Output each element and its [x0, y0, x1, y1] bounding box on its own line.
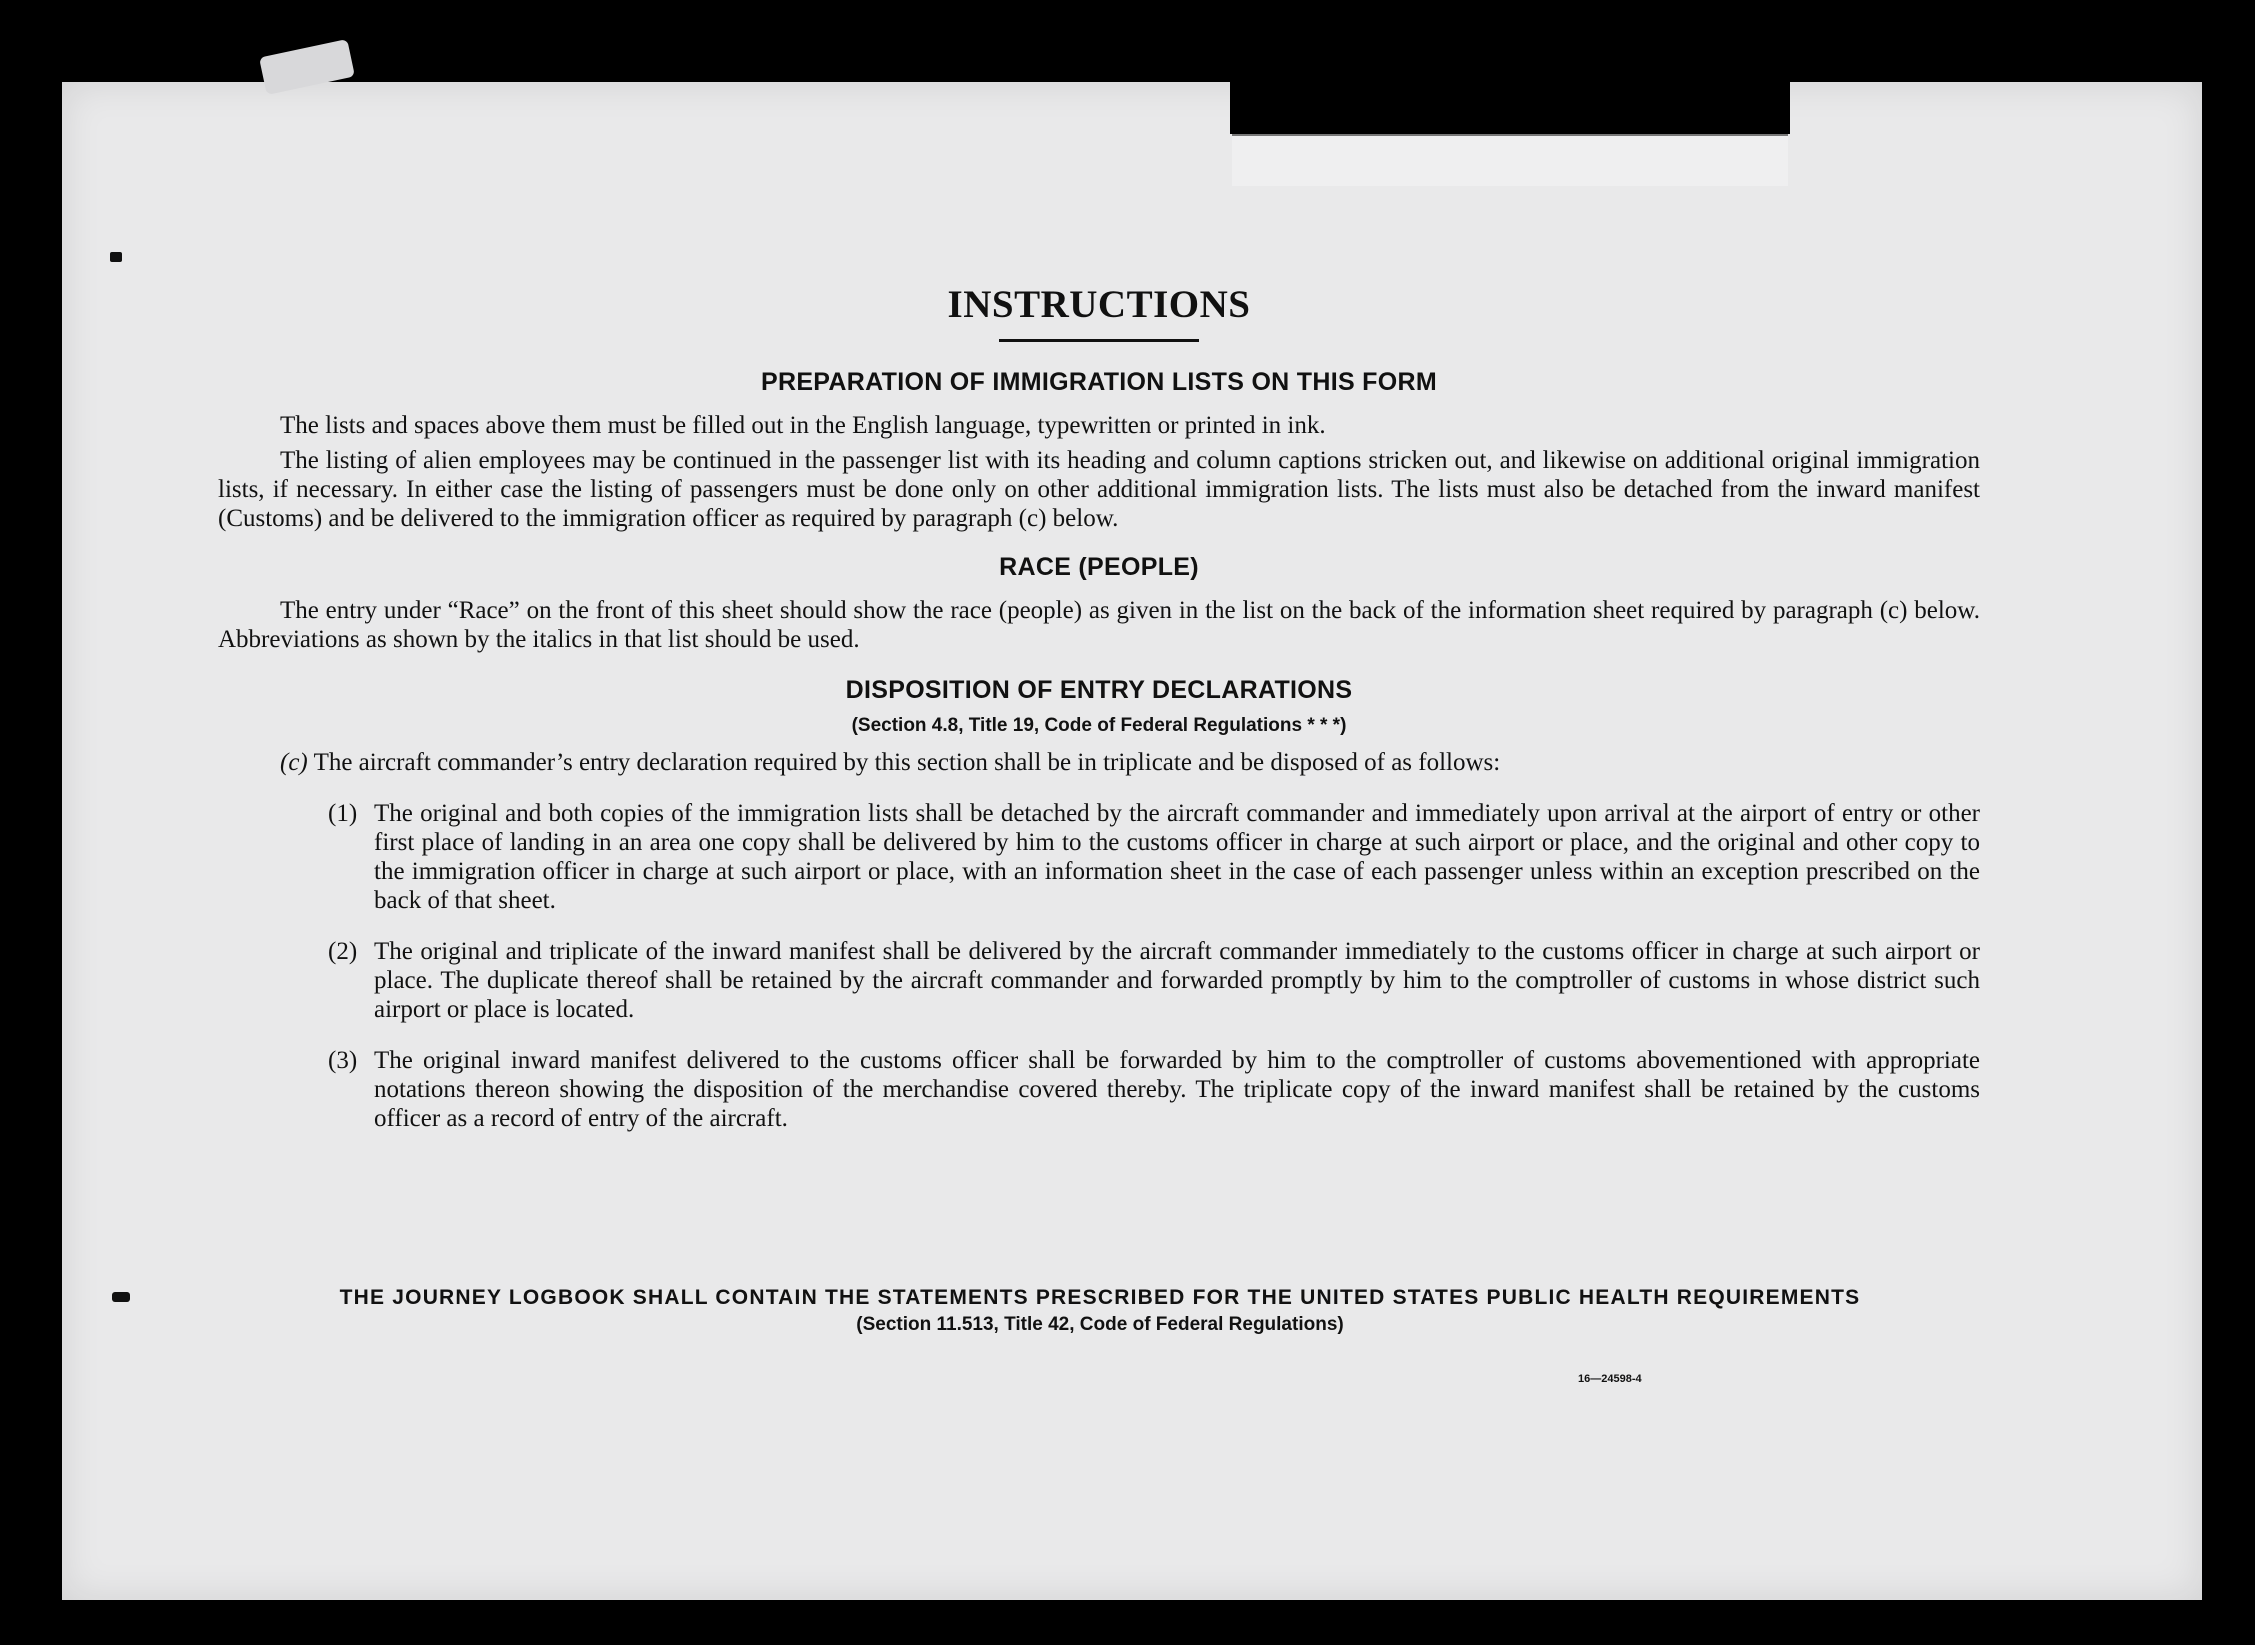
binding-mark: [112, 1292, 130, 1302]
item-text: The original and both copies of the immigration lists shall be detached by the aircraft commander and immediately upon arrival at the airport of entry or other first place of landing in an area one copy shall be delivered by him to the customs officer in charge at such airport or place, and the original and other copy to the immigration officer in charge at such airport or place, with an information sheet in the case of each passenger unless within an exception prescribed on the back of that sheet.: [374, 800, 1980, 914]
item-text: The original inward manifest delivered to the customs officer shall be forwarded by him to the comptroller of customs abovementioned with appropriate notations thereon showing the disposition of the merchandise covered thereby. The triplicate copy of the inward manifest shall be retained by the customs officer as a record of entry of the aircraft.: [374, 1047, 1980, 1132]
disposition-citation: (Section 4.8, Title 19, Code of Federal Regulations * * *): [851, 715, 1347, 736]
page-title: INSTRUCTIONS: [947, 283, 1251, 326]
binding-mark: [110, 252, 122, 262]
paragraph-c: [280, 748, 1980, 777]
item-number: (1): [328, 800, 358, 827]
item-number: (3): [328, 1047, 358, 1074]
preparation-paragraph-2: The listing of alien employees may be continued in the passenger list with its heading and column captions stricken out, and likewise on additional original immigration lists, if necessary. In either case the listing of passengers must be done only on other additional immigration lists. The lists must also be detached from the inward manifest (Customs) and be delivered to the immigration officer as required by paragraph (c) below.: [218, 447, 1980, 532]
instructions-body: [218, 283, 1980, 1155]
paragraph-c-text: The aircraft commander’s entry declaration required by this section shall be in triplicate and be disposed of as follows:: [313, 749, 1501, 776]
race-paragraph: The entry under “Race” on the front of this sheet should show the race (people) as given in the list on the back of the information sheet required by paragraph (c) below. Abbreviations as shown by the italics in that list should be used.: [218, 597, 1980, 653]
item-number: (2): [328, 938, 358, 965]
section-heading-preparation: PREPARATION OF IMMIGRATION LISTS ON THIS FORM: [761, 368, 1437, 396]
list-item: [328, 1046, 1980, 1133]
list-item: [328, 937, 1980, 1024]
paper-fold-strip: [1232, 134, 1788, 186]
footer-citation: (Section 11.513, Title 42, Code of Federal Regulations): [856, 1314, 1344, 1335]
torn-notch: [1230, 82, 1790, 134]
item-text: The original and triplicate of the inward manifest shall be delivered by the aircraft commander immediately to the customs officer in charge at such airport or place. The duplicate thereof shall be retained by the aircraft commander and forwarded promptly by him to the comptroller of customs in whose district such airport or place is located.: [374, 938, 1980, 1023]
form-number: 16—24598-4: [1578, 1373, 1642, 1385]
footer-statement-block: [205, 1286, 1995, 1336]
footer-statement: THE JOURNEY LOGBOOK SHALL CONTAIN THE STATEMENTS PRESCRIBED FOR THE UNITED STATES PUBLIC HEALTH REQUIREMENTS: [339, 1286, 1861, 1309]
section-heading-disposition: DISPOSITION OF ENTRY DECLARATIONS: [845, 676, 1353, 704]
preparation-paragraph-1: The lists and spaces above them must be filled out in the English language, typewritten or printed in ink.: [280, 412, 1326, 439]
section-heading-race: RACE (PEOPLE): [999, 553, 1199, 581]
list-item: [328, 799, 1980, 915]
paragraph-c-label: (c): [280, 749, 308, 776]
title-underline: [999, 339, 1199, 342]
